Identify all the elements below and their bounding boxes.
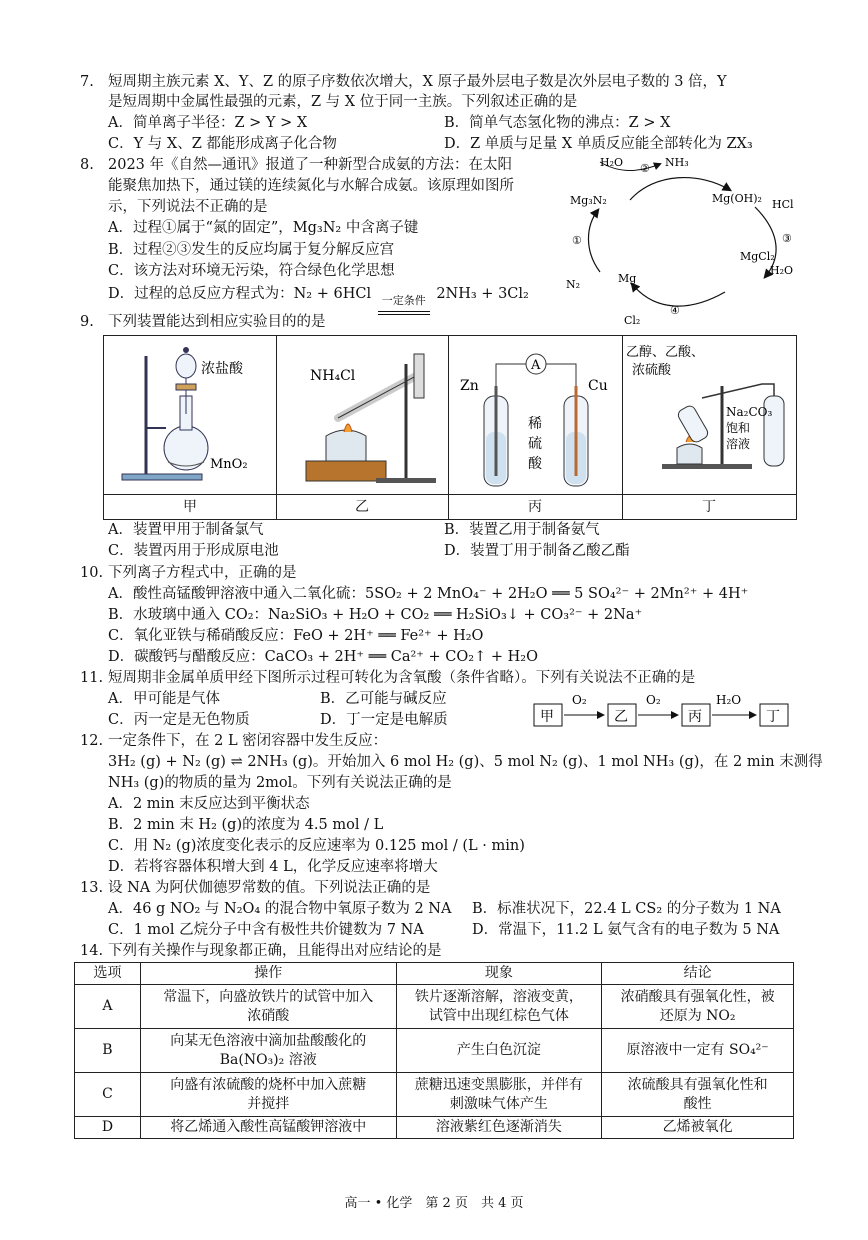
row-d-phenomenon: 溶液紫红色逐渐消失 [396, 1117, 602, 1139]
q8-stem-line2: 能聚焦加热下，通过镁的连续氮化与水解合成氨。该原理如图所 [108, 178, 514, 194]
apparatus-ding-drawing [622, 336, 796, 494]
page-footer: 高一 • 化学 第 2 页 共 4 页 [344, 1196, 524, 1211]
q8-d-condition: 一定条件 [381, 294, 426, 307]
q10-option-b: B．水玻璃中通入 CO₂：Na₂SiO₃ + H₂O + CO₂ ══ H₂SiO₃↓ + CO₃²⁻ + 2Na⁺ [108, 607, 643, 623]
jia-label-hcl: 浓盐酸 [201, 361, 243, 377]
ding-label-reagents-1: 乙醇、乙酸、 [626, 345, 705, 360]
q8-d-rhs: 2NH₃ + 3Cl₂ [436, 286, 529, 302]
row-d-conclusion: 乙烯被氧化 [602, 1117, 794, 1139]
q11-option-c: C．丙一定是无色物质 [108, 712, 250, 728]
row-a-op-line1: 常温下，向盛放铁片的试管中加入 [163, 988, 374, 1005]
ding-label-reagents-2: 浓硫酸 [632, 363, 672, 378]
q7-stem-text1: 短周期主族元素 X、Y、Z 的原子序数依次增大，X 原子最外层电子数是次外层电子数的 3 倍，Y [108, 74, 727, 90]
row-c-co-line1: 浓硫酸具有强氧化性和 [627, 1076, 768, 1093]
q8-option-c: C．该方法对环境无污染，符合绿色化学思想 [108, 263, 395, 279]
q12-option-a: A．2 min 末反应达到平衡状态 [108, 796, 310, 812]
q9-option-d: D．装置丁用于制备乙酸乙酯 [444, 543, 630, 559]
row-c-operation [140, 1073, 396, 1117]
q8-label-mgcl2: MgCl₂ [740, 250, 775, 263]
q13-number: 13. [80, 880, 104, 896]
q10-stem-text: 下列离子方程式中，正确的是 [108, 565, 297, 581]
q8-label-n2: N₂ [566, 278, 581, 291]
q14-table [74, 962, 794, 1139]
apparatus-yi-drawing [276, 336, 448, 494]
flow-box-bing: 丙 [688, 709, 702, 725]
q12-stem-line2: 3H₂ (g) + N₂ (g) ⇌ 2NH₃ (g)。开始加入 6 mol H₂ (g)、5 mol N₂ (g)、1 mol NH₃ (g)，在 2 min 末测得 [108, 754, 823, 770]
row-c-conclusion [602, 1073, 794, 1117]
q11-stem-text: 短周期非金属单质甲经下图所示过程可转化为含氧酸（条件省略）。下列有关说法不正确的是 [108, 670, 696, 686]
apparatus-ding [622, 336, 796, 519]
q9-number: 9. [80, 314, 94, 330]
ding-label-saturated: 饱和 [726, 421, 751, 435]
q12-stem-line1 [80, 731, 387, 751]
bing-label-acid-2: 硫 [528, 436, 542, 452]
q7-option-c: C．Y 与 X、Z 都能形成离子化合物 [108, 136, 337, 152]
q8-label-step1: ① [572, 234, 582, 247]
q8-label-cl2: Cl₂ [624, 314, 641, 327]
bing-label-zn: Zn [460, 378, 479, 394]
table-header-operation: 操作 [140, 963, 396, 985]
q12-option-d: D．若将容器体积增大到 4 L，化学反应速率将增大 [108, 859, 438, 875]
apparatus-jia [104, 336, 277, 519]
q12-number: 12. [80, 733, 104, 749]
row-d-operation: 将乙烯通入酸性高锰酸钾溶液中 [140, 1117, 396, 1139]
q13-stem [80, 878, 430, 898]
q11-option-d: D．丁一定是电解质 [320, 712, 448, 728]
q10-option-a: A．酸性高锰酸钾溶液中通入二氧化硫：5SO₂ + 2 MnO₄⁻ + 2H₂O ══ 5 SO₄²⁻ + 2Mn²⁺ + 4H⁺ [108, 586, 749, 602]
q9-stem-text: 下列装置能达到相应实验目的的是 [108, 314, 326, 330]
q9-option-a: A．装置甲用于制备氯气 [108, 522, 264, 538]
q12-option-b: B．2 min 末 H₂ (g)的浓度为 4.5 mol / L [108, 817, 384, 833]
apparatus-jia-drawing [104, 336, 276, 494]
row-a-operation [140, 985, 396, 1029]
q14-number: 14. [80, 943, 104, 959]
q8-label-step4: ④ [670, 304, 680, 317]
q8-stem-text1: 2023 年《自然—通讯》报道了一种新型合成氨的方法：在太阳 [108, 157, 513, 173]
q11-option-b: B．乙可能与碱反应 [320, 691, 447, 707]
flow-box-yi: 乙 [614, 709, 628, 725]
jia-label-mno2: MnO₂ [210, 457, 248, 472]
flow-box-jia: 甲 [540, 709, 554, 725]
q14-stem-text: 下列有关操作与现象都正确，且能得出对应结论的是 [108, 943, 442, 959]
row-c-phenomenon [396, 1073, 602, 1117]
bing-label-acid-3: 酸 [528, 456, 542, 472]
q7-option-a: A．简单离子半径：Z > Y > X [108, 115, 308, 131]
table-header-conclusion: 结论 [602, 963, 794, 985]
row-c-op-line1: 向盛有浓硫酸的烧杯中加入蔗糖 [170, 1076, 367, 1093]
row-a-option: A [75, 985, 141, 1029]
row-d-option: D [75, 1117, 141, 1139]
row-a-conclusion [602, 985, 794, 1029]
q8-number: 8. [80, 157, 94, 173]
q12-stem-text1: 一定条件下，在 2 L 密闭容器中发生反应： [108, 733, 388, 749]
q12-option-c: C．用 N₂ (g)浓度变化表示的反应速率为 0.125 mol / (L · min) [108, 838, 525, 854]
q7-number: 7. [80, 74, 94, 90]
q8-label-hcl: HCl [772, 198, 794, 211]
q11-stem [80, 668, 695, 688]
row-b-op-line1: 向某无色溶液中滴加盐酸酸化的 [170, 1032, 367, 1049]
q8-label-mg: Mg [618, 272, 637, 285]
q9-option-c: C．装置丙用于形成原电池 [108, 543, 279, 559]
table-row [75, 985, 794, 1029]
bing-label-acid-1: 稀 [528, 416, 542, 432]
row-a-phenomenon [396, 985, 602, 1029]
q8-label-step3: ③ [782, 232, 792, 245]
apparatus-label-ding: 丁 [622, 494, 796, 519]
q8-arrow-step4 [632, 284, 725, 306]
q8-label-nh3: NH₃ [665, 156, 689, 169]
row-b-option: B [75, 1029, 141, 1073]
q10-option-c: C．氧化亚铁与稀硝酸反应：FeO + 2H⁺ ══ Fe²⁺ + H₂O [108, 628, 484, 644]
q8-arrow-step1 [588, 210, 600, 272]
bing-label-ammeter: A [531, 358, 541, 373]
q8-option-a: A．过程①属于“氮的固定”，Mg₃N₂ 中含离子键 [108, 220, 419, 236]
apparatus-bing-drawing [448, 336, 622, 494]
row-a-co-line2: 还原为 NO₂ [659, 1007, 736, 1024]
q13-stem-text: 设 NA 为阿伏伽德罗常数的值。下列说法正确的是 [108, 880, 431, 896]
row-b-operation [140, 1029, 396, 1073]
flow-arrow-o2-2: O₂ [646, 693, 661, 707]
q13-option-c: C．1 mol 乙烷分子中含有极性共价键数为 7 NA [108, 922, 424, 938]
row-b-phenomenon: 产生白色沉淀 [396, 1029, 602, 1073]
ding-label-na2co3: Na₂CO₃ [726, 405, 773, 419]
apparatus-yi [276, 336, 449, 519]
q10-number: 10. [80, 565, 104, 581]
ding-label-solution: 溶液 [726, 437, 751, 451]
q8-stem-line1 [80, 155, 512, 175]
q8-stem-line3: 示，下列说法不正确的是 [108, 199, 268, 215]
q10-stem [80, 563, 297, 583]
q8-label-mgoh2: Mg(OH)₂ [712, 192, 762, 205]
row-a-ph-line2: 试管中出现红棕色气体 [428, 1007, 569, 1024]
q7-stem-line2: 是短周期中金属性最强的元素，Z 与 X 位于同一主族。下列叙述正确的是 [108, 94, 578, 110]
table-row [75, 1029, 794, 1073]
table-row [75, 1117, 794, 1139]
q11-number: 11. [80, 670, 104, 686]
q12-stem-line3: NH₃ (g)的物质的量为 2mol。下列有关说法正确的是 [108, 775, 452, 791]
q8-label-step2: ② [640, 162, 650, 175]
q9-stem [80, 312, 326, 332]
q13-option-d: D．常温下，11.2 L 氨气含有的电子数为 5 NA [472, 922, 780, 938]
q13-option-b: B．标准状况下，22.4 L CS₂ 的分子数为 1 NA [472, 901, 781, 917]
q14-stem [80, 941, 442, 961]
row-c-ph-line1: 蔗糖迅速变黑膨胀，并伴有 [414, 1076, 583, 1093]
q11-option-a: A．甲可能是气体 [108, 691, 220, 707]
row-c-op-line2: 并搅拌 [247, 1095, 290, 1112]
apparatus-label-bing: 丙 [448, 494, 622, 519]
q13-option-a: A．46 g NO₂ 与 N₂O₄ 的混合物中氧原子数为 2 NA [108, 901, 452, 917]
flow-box-ding: 丁 [766, 709, 780, 725]
q8-cycle-diagram [560, 152, 810, 332]
row-a-ph-line1: 铁片逐渐溶解，溶液变黄， [414, 988, 583, 1005]
apparatus-label-jia: 甲 [104, 494, 276, 519]
q9-option-b: B．装置乙用于制备氨气 [444, 522, 600, 538]
row-a-op-line2: 浓硝酸 [247, 1007, 290, 1024]
q8-label-mg3n2: Mg₃N₂ [570, 194, 607, 207]
q9-apparatus-panel [103, 335, 797, 520]
apparatus-label-yi: 乙 [276, 494, 448, 519]
q8-d-lhs: D．过程的总反应方程式为：N₂ + 6HCl [108, 286, 372, 302]
table-header-option: 选项 [75, 963, 141, 985]
row-c-ph-line2: 刺激味气体产生 [449, 1095, 548, 1112]
q7-option-d: D．Z 单质与足量 X 单质反应能全部转化为 ZX₃ [444, 136, 753, 152]
q11-flow-diagram [530, 690, 800, 730]
yi-label-nh4cl: NH₄Cl [310, 368, 356, 384]
table-row [75, 1073, 794, 1117]
table-header-phenomenon: 现象 [396, 963, 602, 985]
row-b-conclusion: 原溶液中一定有 SO₄²⁻ [602, 1029, 794, 1073]
flow-arrow-o2-1: O₂ [572, 693, 587, 707]
q10-option-d: D．碳酸钙与醋酸反应：CaCO₃ + 2H⁺ ══ Ca²⁺ + CO₂↑ + H₂O [108, 649, 538, 665]
row-c-option: C [75, 1073, 141, 1117]
table-header-row [75, 963, 794, 985]
row-a-co-line1: 浓硝酸具有强氧化性，被 [620, 988, 775, 1005]
q8-label-h2o-right: H₂O [770, 264, 794, 277]
flow-arrow-h2o: H₂O [716, 693, 742, 707]
q7-option-b: B．简单气态氢化物的沸点：Z > X [444, 115, 671, 131]
row-b-op-line2: Ba(NO₃)₂ 溶液 [219, 1051, 317, 1068]
q8-option-d [108, 284, 529, 307]
q8-option-b: B．过程②③发生的反应均属于复分解反应宫 [108, 242, 395, 258]
q8-label-h2o-top: H₂O [600, 156, 624, 169]
apparatus-bing [448, 336, 623, 519]
bing-label-cu: Cu [588, 378, 608, 394]
q7-stem-line1 [80, 72, 727, 92]
row-c-co-line2: 酸性 [683, 1095, 712, 1112]
